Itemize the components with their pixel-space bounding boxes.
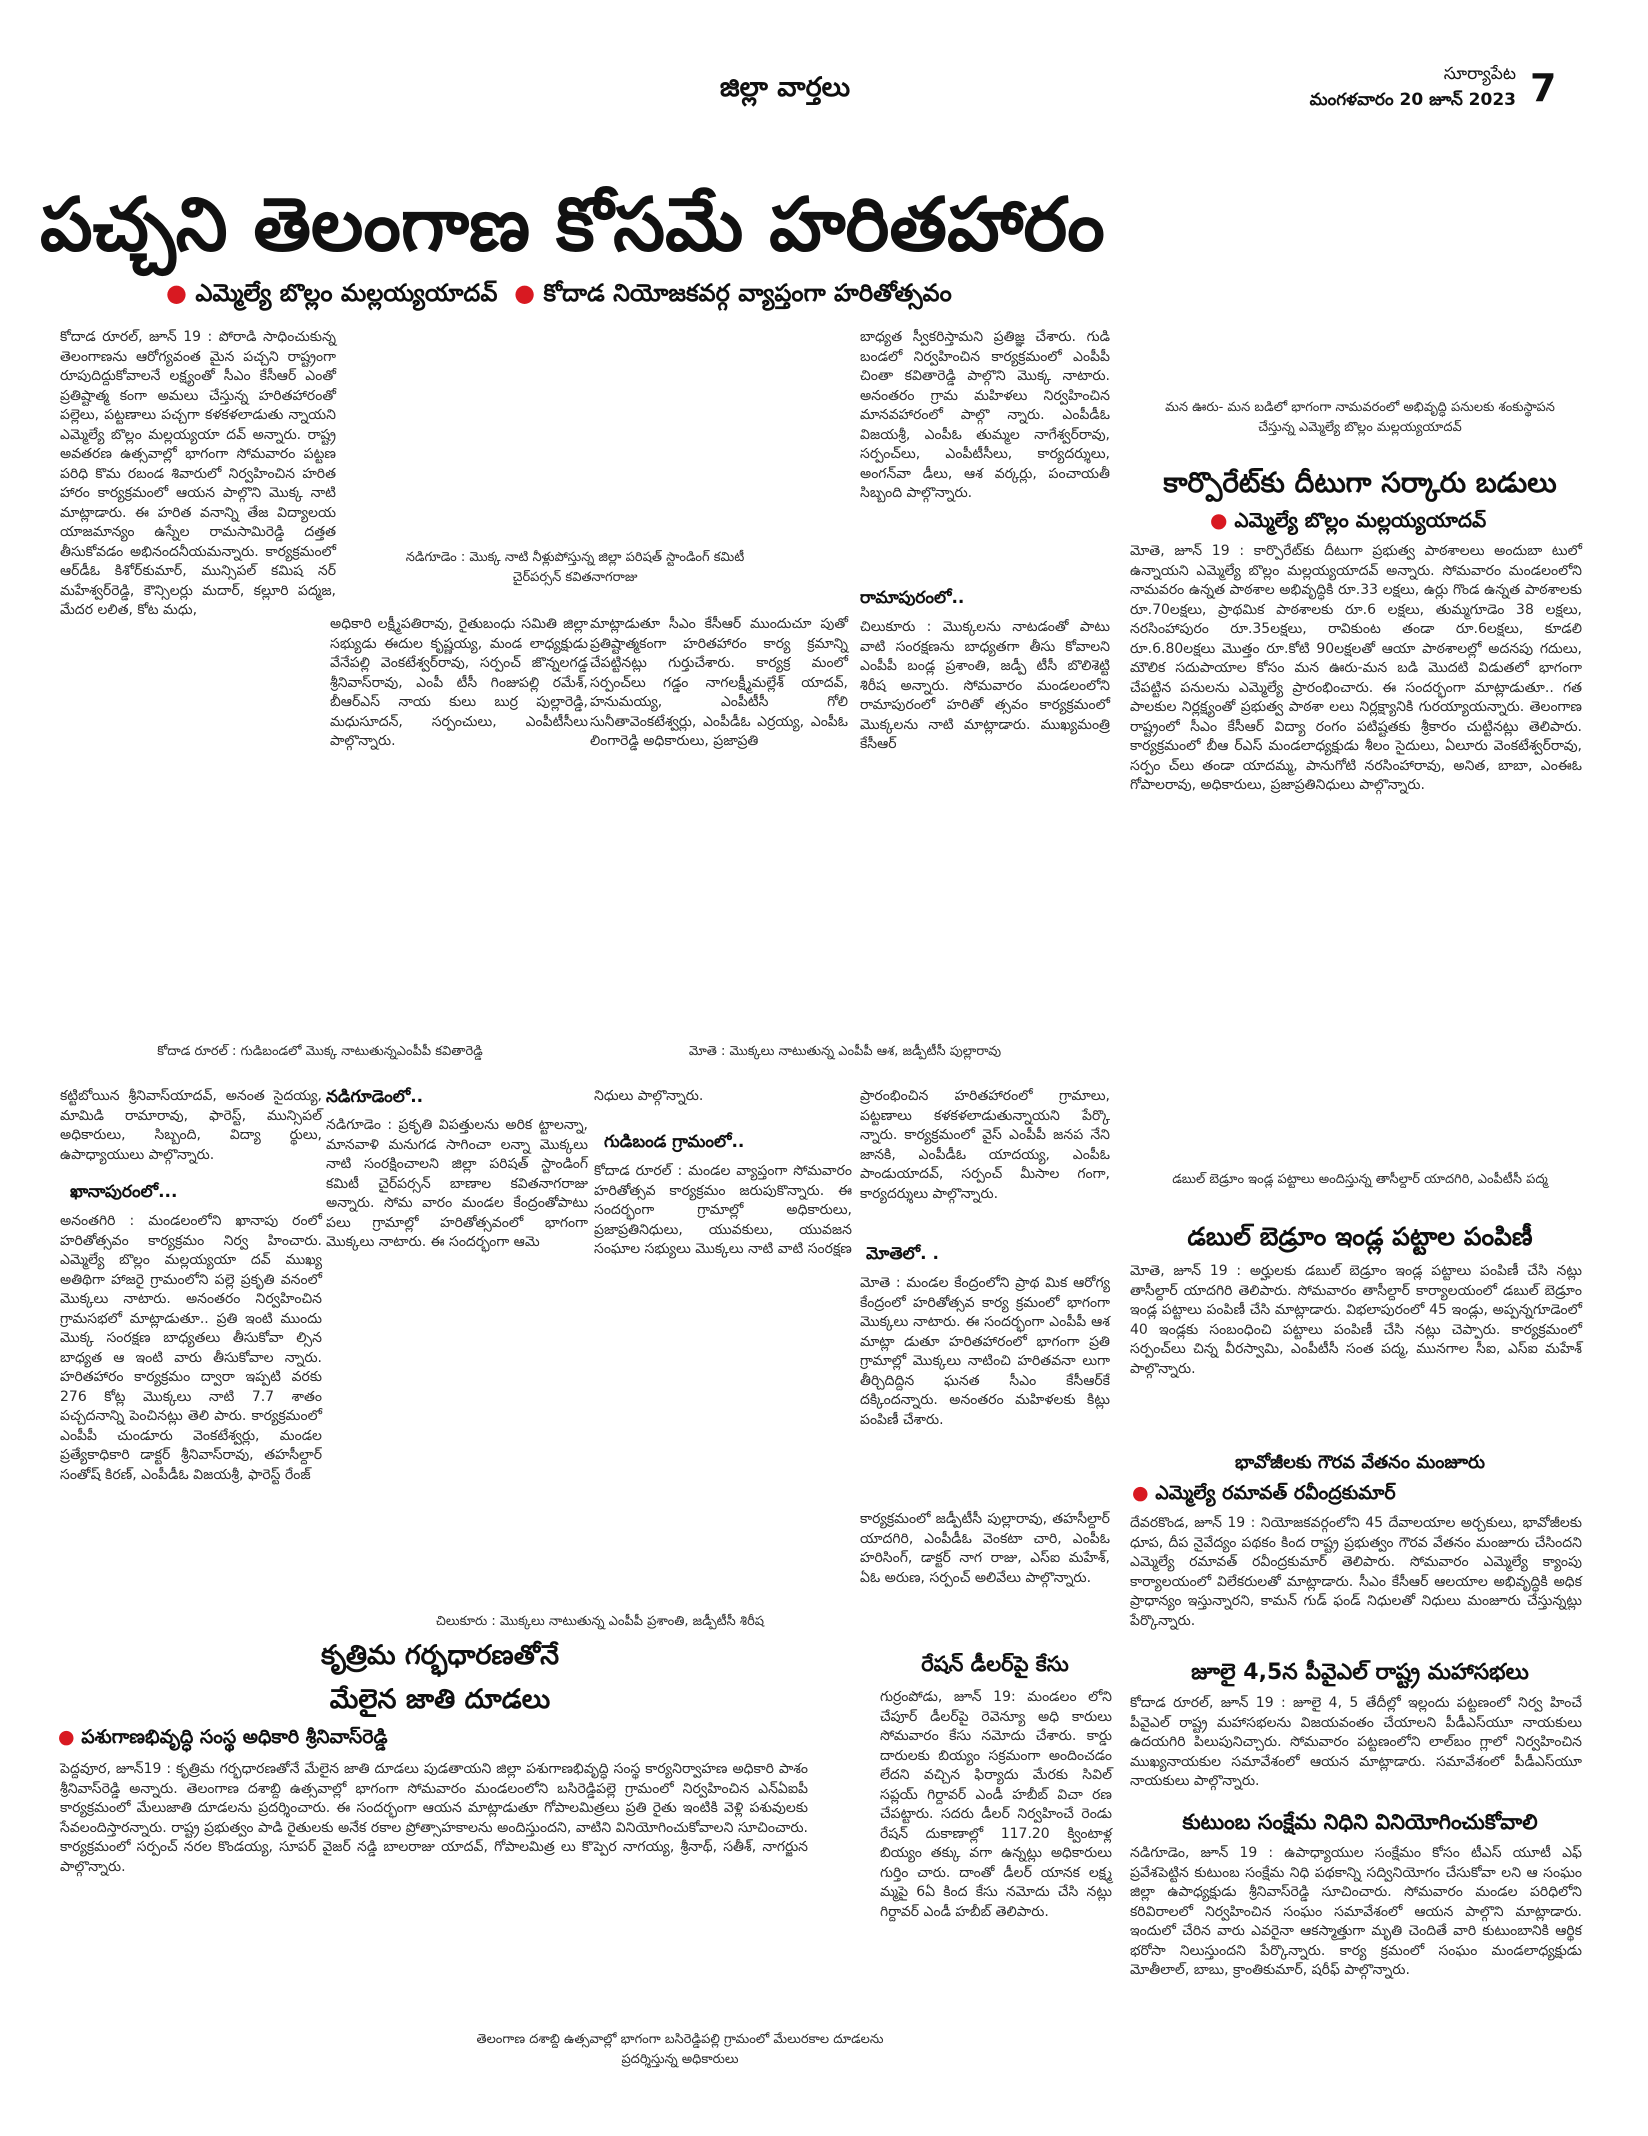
housing-photo-caption: డబుల్‌ బెడ్రూం ఇండ్ల పట్టాలు అందిస్తున్న తాసీల్దార్‌ యాదగిరి, ఎంపీటీసీ పద్మ (1172, 1172, 1548, 1187)
school-headline: కార్పొరేట్‌కు దీటుగా సర్కారు బడులు (1163, 466, 1557, 499)
mothe-column: ప్రారంభించిన హరితహారంలో గ్రామాలు, పట్టణాలు కళకళలాడుతున్నాయని పేర్కొ న్నారు. కార్యక్రమంలో వైస్‌ ఎంపీపీ జనప నేని జానకి, ఎంపీడీఓ యాదయ్య, ఎంపీఓ పాండుయాదవ్‌, సర్పంచ్‌ మీసాల గంగా, కార్యదర్శులు పాల్గొన్నారు. (860, 1088, 1110, 1202)
lead-column-3-top: బాధ్యత స్వీకరిస్తామని ప్రతిజ్ఞ చేశారు. గుడి బండలో నిర్వహించిన కార్యక్రమంలో ఎంపీపీ చింతా కవితారెడ్డి పాల్గొని మొక్క నాటారు. అనంతరం గ్రామ మహిళలు నిర్వహించిన మానవహారంలో పాల్గొ న్నారు. ఎంపీడీఓ విజయశ్రీ, ఎంపీఓ తుమ్మల నాగేశ్వర్‌రావు, సర్పంచ్‌లు, ఎంపీటీసీలు, కార్యదర్శులు, అంగన్‌వా డీలు, ఆశ వర్కర్లు, పంచాయతీ సిబ్బంది పాల్గొన్నారు. (860, 329, 1110, 501)
gudibanda-photo-caption: కోదాడ రూరల్‌ : గుడిబండలో మొక్క నాటుతున్నఎంపీపీ కవితారెడ్డి (157, 1044, 483, 1059)
nadigudem-heading: నడిగూడెంలో.. (326, 1087, 424, 1107)
ramapuram-heading: రామాపురంలో.. (860, 588, 965, 608)
chilukuru-photo-caption: చిలుకూరు : మొక్కలు నాటుతున్న ఎంపీపీ ప్రశాంతి, జడ్పీటీసీ శిరీష (435, 1614, 765, 1629)
lead-subhead (166, 279, 1066, 313)
lead-subhead-2: కోదాడ నియోజకవర్గ వ్యాప్తంగా హరితోత్సవం (543, 279, 952, 307)
ration-body: గుర్రంపోడు, జూన్‌ 19: మండలం లోని చేపూర్‌ డీలర్‌పై రెవెన్యూ అధి కారులు సోమవారం కేసు నమోదు చేశారు. కార్డు దారులకు బియ్యం సక్రమంగా అందించడం లేదని వచ్చిన ఫిర్యాదు మేరకు సివిల్‌ సప్లయ్‌ గిర్దావర్‌ ఎండీ హబీబ్‌ విచా రణ చేపట్టారు. సదరు డీలర్‌ నిర్వహించే రెండు రేషన్‌ దుకాణాల్లో 117.20 క్వింటాళ్ల బియ్యం తక్కు వగా ఉన్నట్లు అధికారులు గుర్తిం చారు. దాంతో డీలర్‌ యానక లక్ష్మ మ్మపై 6ఏ కింద కేసు నమోదు చేసి నట్లు గిర్దావర్‌ ఎండీ హబీబ్‌ తెలిపారు. (880, 1689, 1112, 1920)
school-subhead (1210, 508, 1590, 537)
lead-column-2: అధికారి లక్ష్మీపతిరావు, రైతుబంధు సమితి జిల్లా సభ్యుడు ఈదుల కృష్ణయ్య, మండ లాధ్యక్షుడు వేనేపల్లి వెంకటేశ్వర్‌రావు, సర్పంచ్‌ జొన్నలగడ్డ శ్రీనివాస్‌రావు, ఎంపీ టీసీ గింజుపల్లి రమేశ్‌, బీఆర్‌ఎస్‌ నాయ కులు బుర్ర పుల్లారెడ్డి, మధుసూదన్‌, సర్పంచులు, ఎంపీటీసీలు పాల్గొన్నారు. (330, 616, 588, 749)
welfare-body: నడిగూడెం, జూన్‌ 19 : ఉపాధ్యాయుల సంక్షేమం కోసం టీఎస్‌ యూటీ ఎఫ్‌ ప్రవేశపెట్టిన కుటుంబ సంక్షేమ నిధి పథకాన్ని సద్వినియోగం చేసుకోవా లని ఆ సంఘం జిల్లా ఉపాధ్యక్షుడు శ్రీనివాస్‌రెడ్డి సూచించారు. సోమవారం మండల పరిధిలోని కరివిరాలలో నిర్వహించిన సంఘం సమావేశంలో ఆయన పాల్గొని మాట్లాడారు. ఇందులో చేరిన వారు ఎవరైనా ఆకస్మాత్తుగా మృతి చెందితే వారి కుటుంబానికి ఆర్థిక భరోసా నిలుస్తుందని పేర్కొన్నారు. కార్య క్రమంలో సంఘం మండలాధ్యక్షుడు మోతీలాల్‌, బాబు, క్రాంతికుమార్‌, షరీఫ్‌ పాల్గొన్నారు. (1130, 1845, 1582, 1978)
lead-column-3: మాట్లాడుతూ సీఎం కేసీఆర్‌ ముందుచూ పుతో ప్రతిష్టాత్మకంగా హరితహారం కార్య క్రమాన్ని చేపట్టినట్లు గుర్తుచేశారు. కార్యక్ర మంలో సర్పంచ్‌లు గడ్డం నాగలక్ష్మీమల్లేశ్‌ యాదవ్‌, హనుమయ్య, ఎంపీటీసీ గోలి సునీతావెంకటేశ్వర్లు, ఎంపీడీఓ ఎర్రయ్య, ఎంపీఓ లింగారెడ్డి అధికారులు, ప్రజాప్రతి (590, 616, 848, 749)
bullet-icon: ● (166, 279, 187, 307)
nadigudem-body: నడిగూడెం : ప్రకృతి విపత్తులను అరిక ట్టాలన్నా, మానవాళి మనుగడ సాగించా లన్నా మొక్కలు నాటి సంరక్షించాలని జిల్లా పరిషత్‌ స్టాండింగ్‌ కమిటీ చైర్‌పర్సన్‌ బాణాల కవితనాగరాజు అన్నారు. సోమ వారం మండల కేంద్రంతోపాటు పలు గ్రామాల్లో హరితోత్సవంలో భాగంగా మొక్కలు నాటారు. ఈ సందర్భంగా ఆమె (326, 1117, 588, 1250)
gudibanda-heading: గుడిబండ గ్రామంలో.. (604, 1132, 745, 1152)
mothe-body: మోతె : మండల కేంద్రంలోని ప్రాథ మిక ఆరోగ్య కేంద్రంలో హరితోత్సవ కార్య క్రమంలో భాగంగా మొక్కలు నాటారు. ఈ సందర్భంగా ఎంపీపీ ఆశ మాట్లా డుతూ హరితహారంలో భాగంగా ప్రతి గ్రామాల్లో మొక్కలు నాటించి హరితవనా లుగా తీర్చిదిద్దిన ఘనత సీఎం కేసీఆర్‌కే దక్కిందన్నారు. అనంతరం మహిళలకు కిట్లు పంపిణీ చేశారు. (860, 1275, 1110, 1428)
bullet-icon: ● (1210, 508, 1228, 532)
ai-subhead-text: పశుగాణభివృద్ధి సంస్థ అధికారి శ్రీనివాస్‌రెడ్డి (81, 1726, 388, 1748)
pyl-headline: జూలై 4,5న పీవైఎల్‌ రాష్ట్ర మహాసభలు (1191, 1660, 1529, 1685)
lead-photo-caption: నడిగూడెం : మొక్క నాటి నీళ్లుపోస్తున్న జిల్లా పరిషత్‌ స్టాండింగ్‌ కమిటీ చైర్‌పర్సన్‌ కవితనాగరాజు (405, 550, 745, 585)
ramapuram-body: చిలుకూరు : మొక్కలను నాటడంతో పాటు వాటి సంరక్షణను బాధ్యతగా తీసు కోవాలని ఎంపీపీ బండ్ల ప్రశాంతి, జడ్పీ టీసీ బొలిశెట్టి శిరీష అన్నారు. సోమవారం మండలంలోని రామాపురంలో హరితో త్సవం కార్యక్రమంలో మొక్కలను నాటి మాట్లాడారు. ముఖ్యమంత్రి కేసీఆర్‌ (860, 619, 1110, 752)
school-subhead-text: ఎమ్మెల్యే బొల్లం మల్లయ్యయాదవ్‌ (1234, 508, 1487, 532)
ai-headline-2: మేలైన జాతి దూడలు (329, 1684, 551, 1715)
archaka-subhead (1132, 1482, 1592, 1509)
housing-body: మోతె, జూన్‌ 19 : అర్హులకు డబుల్‌ బెడ్రూం ఇండ్ల పట్టాలు పంపిణీ చేసి నట్లు తాసీల్దార్‌ యాదగిరి తెలిపారు. సోమవారం తాసీల్దార్‌ కార్యాలయంలో డబుల్‌ బెడ్రూం ఇండ్ల పట్టాలు పంపిణీ చేసి మాట్లాడారు. విభలాపురంలో 45 ఇండ్లు, అప్పన్నగూడెంలో 40 ఇండ్లకు సంబంధించి పట్టాలు పంపిణీ చేసి నట్లు చెప్పారు. కార్యక్రమంలో సర్పంచ్‌లు చిన్న వీరస్వామి, ఎంపీటీసీ సంత పద్మ, మునగాల సీఐ, ఎస్‌ఐ మహేశ్‌ పాల్గొన్నారు. (1130, 1263, 1582, 1377)
pyl-body: కోదాడ రూరల్‌, జూన్‌ 19 : జూలై 4, 5 తేదీల్లో ఇల్లందు పట్టణంలో నిర్వ హించే పీవైఎల్‌ రాష్ట్ర మహాసభలను విజయవంతం చేయాలని పీడీఎస్‌యూ నాయకులు ఉదయగిరి పిలుపునిచ్చారు. సోమవారం పట్టణంలోని లాల్‌బం గ్లాలో నిర్వహించిన ముఖ్యనాయకుల సమావేశంలో ఆయన మాట్లాడారు. సమావేశంలో పీడీఎస్‌యూ నాయకులు పాల్గొన్నారు. (1130, 1695, 1582, 1789)
khanapuram-body: అనంతగిరి : మండలంలోని ఖానాపు రంలో హరితోత్సవం కార్యక్రమం నిర్వ హించారు. ఎమ్మెల్యే బొల్లం మల్లయ్యయా దవ్‌ ముఖ్య అతిథిగా హాజరై గ్రామంలోని పల్లె ప్రకృతి వనంలో మొక్కలు నాటారు. అనంతరం నిర్వహించిన గ్రామసభలో మాట్లాడుతూ.. ప్రతి ఇంటి ముందు మొక్క సంరక్షణ బాధ్యతలు తీసుకోవా ల్సిన బాధ్యత ఆ ఇంటి వారు తీసుకోవాల న్నారు. హరితహారం కార్యక్రమం ద్వారా ఇప్పటి వరకు 276 కోట్ల మొక్కలు నాటి 7.7 శాతం పచ్చదనాన్ని పెంచినట్లు తెలి పారు. కార్యక్రమంలో ఎంపీపీ చుండూరు వెంకటేశ్వర్లు, మండల ప్రత్యేకాధికారి డాక్టర్‌ శ్రీనివాస్‌రావు, తహసీల్దార్‌ సంతోష్‌ కిరణ్‌, ఎంపీడీఓ విజయశ్రీ, ఫారెస్ట్‌ రేంజ్‌ (60, 1213, 322, 1483)
archaka-headline: భావోజీలకు గౌరవ వేతనం మంజూరు (1235, 1452, 1485, 1473)
ration-headline: రేషన్‌ డీలర్‌పై కేసు (921, 1652, 1069, 1676)
school-photo-caption: మన ఊరు- మన బడిలో భాగంగా నామవరంలో అభివృద్ధి పనులకు శంకుస్థాపన చేస్తున్న ఎమ్మెల్యే బొల్లం మల్లయ్యయాదవ్‌ (1165, 400, 1555, 435)
bullet-icon: ● (58, 1726, 75, 1748)
lead-headline: పచ్చని తెలంగాణ కోసమే హరితహారం (40, 182, 1105, 268)
mothe-heading: మోతెలో. . (866, 1244, 939, 1264)
housing-headline: డబుల్‌ బెడ్రూం ఇండ్ల పట్టాల పంపిణీ (1187, 1222, 1533, 1251)
district-name: సూర్యాపేట (1443, 64, 1516, 84)
section-title: జిల్లా వార్తలు (719, 72, 851, 103)
ai-subhead (58, 1726, 818, 1753)
mothe-photo-caption: మోతె : మొక్కలు నాటుతున్న ఎంపీపీ ఆశ, జడ్పీటీసీ పుల్లారావు (688, 1044, 1002, 1059)
bullet-icon: ● (514, 279, 536, 307)
gudibanda-pre: నిధులు పాల్గొన్నారు. (594, 1088, 704, 1104)
ai-headline-1: కృత్రిమ గర్భధారణతోనే (320, 1640, 560, 1671)
lead-subhead-1: ఎమ్మెల్యే బొల్లం మల్లయ్యయాదవ్ (195, 279, 498, 307)
page-number: 7 (1530, 66, 1557, 110)
bullet-icon: ● (1132, 1482, 1149, 1504)
issue-date: మంగళవారం 20 జూన్ 2023 (1309, 90, 1516, 110)
calves-photo-caption: తెలంగాణ దశాబ్ది ఉత్సవాల్లో భాగంగా బసిరెడ్డిపల్లి గ్రామంలో మేలురకాల దూడలను ప్రదర్శిస్తున్న అధికారులు (476, 2032, 884, 2067)
archaka-body: దేవరకొండ, జూన్‌ 19 : నియోజకవర్గంలోని 45 దేవాలయాల అర్చకులు, భావోజీలకు ధూప, దీప నైవేద్యం పథకం కింద రాష్ట్ర ప్రభుత్వం గౌరవ వేతనం మంజూరు చేసిందని ఎమ్మెల్యే రమావత్‌ రవీంద్రకుమార్‌ తెలిపారు. సోమవారం ఎమ్మెల్యే క్యాంపు కార్యాలయంలో విలేకరులతో మాట్లాడారు. సీఎం కేసీఆర్‌ ఆలయాల అభివృద్ధికి అధిక ప్రాధాన్యం ఇస్తున్నారని, కామన్‌ గుడ్‌ ఫండ్‌ నిధులతో నిధులు మంజూరు చేస్తున్నట్లు పేర్కొన్నారు. (1130, 1515, 1582, 1629)
lead-column-1: కోదాడ రూరల్‌, జూన్‌ 19 : పోరాడి సాధించుకున్న తెలంగాణను ఆరోగ్యవంత మైన పచ్చని రాష్ట్రంగా రూపుదిద్దుకోవాలనే లక్ష్యంతో సీఎం కేసీఆర్‌ ఎంతో ప్రతిష్టాత్మ కంగా అమలు చేస్తున్న హరితహారంతో పల్లెలు, పట్టణాలు పచ్చగా కళకళలాడుతు న్నాయని ఎమ్మెల్యే బొల్లం మల్లయ్యయా దవ్‌ అన్నారు. రాష్ట్ర అవతరణ ఉత్సవాల్లో భాగంగా సోమవారం పట్టణ పరిధి కొమ రబండ శివారులో నిర్వహించిన హరిత హారం కార్యక్రమంలో ఆయన పాల్గొని మొక్క నాటి మాట్లాడారు. ఈ హరిత వనాన్ని తేజ విద్యాలయ యాజమాన్యం ఉస్నేల రామసామిరెడ్డి దత్తత తీసుకోవడం అభినందనీయమన్నారు. కార్యక్రమంలో ఆర్‌డీఓ కిశోర్‌కుమార్‌, మున్సిపల్‌ కమిష నర్‌ మహేశ్వర్‌రెడ్డి, కౌన్సిలర్లు మదార్‌, కల్లూరి పద్మజ, మేదర లలిత, కోట మధు, (60, 329, 336, 618)
continuation-column-1: కట్టిబోయిన శ్రీనివాస్‌యాదవ్‌, అనంత సైదయ్య, మామిడి రామారావు, ఫారెస్ట్‌, మున్సిపల్‌ అధికారులు, సిబ్బంది, విద్యా ర్థులు, ఉపాధ్యాయులు పాల్గొన్నారు. (60, 1088, 322, 1163)
archaka-subhead-text: ఎమ్మెల్యే రమావత్‌ రవీంద్రకుమార్‌ (1155, 1482, 1396, 1504)
khanapuram-heading: ఖానాపురంలో... (70, 1182, 178, 1202)
school-body: మోతె, జూన్‌ 19 : కార్పొరేట్‌కు దీటుగా ప్రభుత్వ పాఠశాలలు అందుబా టులో ఉన్నాయని ఎమ్మెల్యే బొల్లం మల్లయ్యయాదవ్‌ అన్నారు. సోమవారం మండలంలోని నామవరం ఉన్నత పాఠశాల అభివృద్ధికి రూ.33 లక్షలు, ఉర్లు గొండ ఉన్నత పాఠశాలకు రూ.70లక్షలు, ప్రాథమిక పాఠశాలకు రూ.6 లక్షలు, తుమ్మగూడెం 38 లక్షలు, నరసింహాపురం రూ.35లక్షలు, రావికుంట తండా రూ.6లక్షలు, కూడలి రూ.6.80లక్షలు మొత్తం రూ.కోటి 90లక్షలతో ఆయా పాఠశాలల్లో అదనపు గదులు, మౌలిక సదుపాయాల కోసం మన ఊరు-మన బడి మొదటి విడుతలో భాగంగా చేపట్టిన పనులను ఎమ్మెల్యే ప్రారంభించారు. ఈ సందర్భంగా మాట్లాడుతూ.. గత పాలకుల నిర్లక్ష్యంతో ప్రభుత్వ పాఠశా లలు నిర్లక్ష్యానికి గురయ్యాయన్నారు. తెలంగాణ రాష్ట్రంలో సీఎం కేసీఆర్‌ విద్యా రంగం పటిష్టతకు శ్రీకారం చుట్టినట్లు తెలిపారు. కార్యక్రమంలో బీఆ ర్‌ఎస్‌ మండలాధ్యక్షుడు శీలం సైదులు, ఏలూరు వెంకటేశ్వర్‌రావు, సర్పం చ్‌లు తండా యాదమ్మ, పానుగోటి నరసింహారావు, అనిత, బాబా, ఎంఈఓ గోపాలరావు, అధికారులు, ప్రజాప్రతినిధులు పాల్గొన్నారు. (1130, 543, 1582, 793)
mothe-body-2: కార్యక్రమంలో జడ్పీటీసీ పుల్లారావు, తహసీల్దార్‌ యాదగిరి, ఎంపీడీఓ వెంకటా చారి, ఎంపీఓ హరిసింగ్‌, డాక్టర్‌ నాగ రాజు, ఎస్‌ఐ మహేశ్‌, ఏఓ అరుణ, సర్పంచ్‌ అలివేలు పాల్గొన్నారు. (860, 1511, 1110, 1586)
welfare-headline: కుటుంబ సంక్షేమ నిధిని వినియోగించుకోవాలి (1182, 1810, 1538, 1834)
gudibanda-body: కోదాడ రూరల్‌ : మండల వ్యాప్తంగా సోమవారం హరితోత్సవ కార్యక్రమం జరుపుకొన్నారు. ఈ సందర్భంగా గ్రామాల్లో అధికారులు, ప్రజాప్రతినిధులు, యువకులు, యువజన సంఘాల సభ్యులు మొక్కలు నాటి వాటి సంరక్షణ (594, 1163, 852, 1257)
ai-body: పెద్దవూర, జూన్‌19 : కృత్రిమ గర్భధారణతోనే మేలైన జాతి దూడలు పుడతాయని జిల్లా పశుగాణభివృద్ధి సంస్థ కార్యనిర్వాహణ అధికారి పాశం శ్రీనివాస్‌రెడ్డి అన్నారు. తెలంగాణ దశాబ్ది ఉత్సవాల్లో భాగంగా సోమవారం మండలంలోని బసిరెడ్డిపల్లె గ్రామంలో నిర్వహించిన ఎన్‌ఏఐపీ కార్యక్రమంలో మేలుజాతి దూడలను ప్రదర్శించారు. ఈ సందర్భంగా ఆయన మాట్లాడుతూ గోపాలమిత్రలు ప్రతి రైతు ఇంటికి వెళ్లి పశువులకు సేవలందిస్తారన్నారు. రాష్ట్ర ప్రభుత్వం పాడి రైతులకు అనేక రకాల ప్రోత్సాహకాలను అందిస్తుందని, వాటిని వినియోగించుకోవాలని సూచించారు. కార్యక్రమంలో సర్పంచ్‌ నరల కొండయ్య, సూపర్‌ వైజర్‌ నడ్డి బాలరాజు యాదవ్‌, గోపాలమిత్ర లు కొప్పెర నాగయ్య, శ్రీనాథ్‌, సతీశ్‌, నాగర్జున పాల్గొన్నారు. (60, 1761, 808, 1875)
